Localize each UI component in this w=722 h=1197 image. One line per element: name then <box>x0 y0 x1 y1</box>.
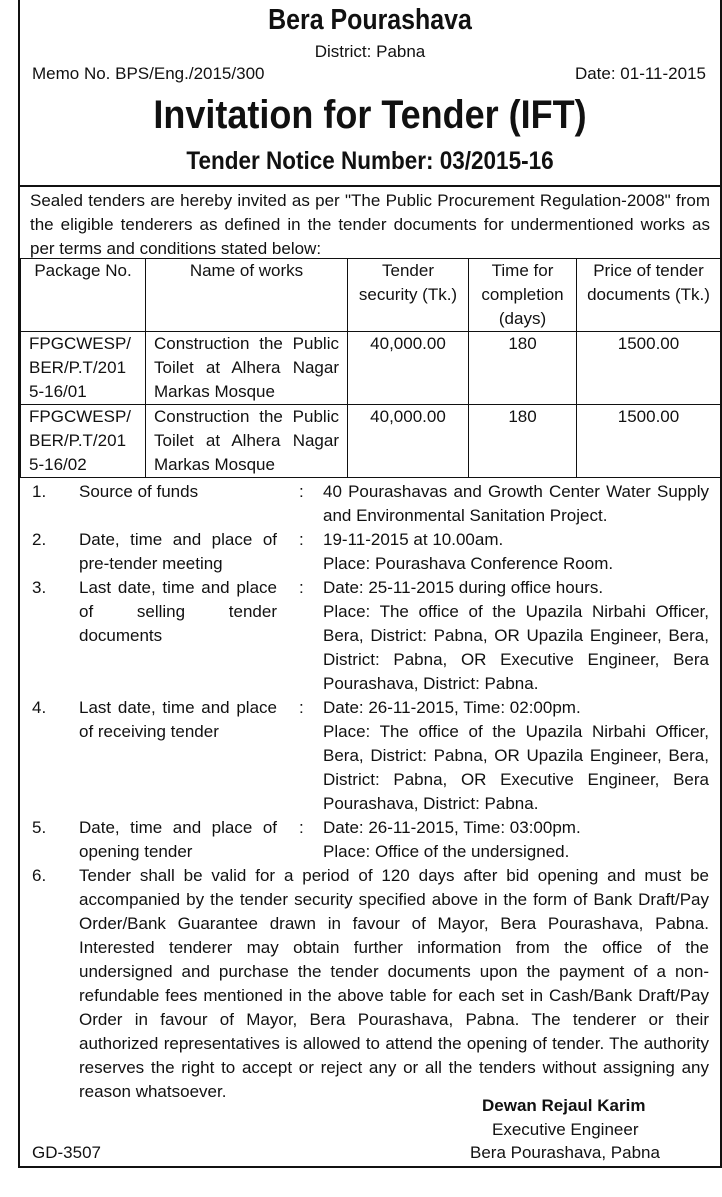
col-header-package: Package No. <box>21 259 146 332</box>
clause-1 <box>20 480 720 528</box>
clause-number: 6. <box>32 866 47 885</box>
clause-value: 19-11-2015 at 10.00am. <box>323 530 504 549</box>
clause-colon: : <box>299 482 304 501</box>
clause-label: Source of funds <box>79 482 199 501</box>
clause-place: Place: The office of the Upazila Nirbahi Officer, Bera, District: Pabna, OR Upazila Engineer, Bera, District: Pabna, OR Executive Engineer, Bera Pourashava, District: Pabna. <box>323 722 709 813</box>
work-cell <box>146 332 348 405</box>
security-cell: 40,000.00 <box>348 405 469 478</box>
district-line: District: Pabna <box>314 42 426 61</box>
clause-value: Date: 25-11-2015 during office hours. <box>323 578 604 597</box>
clause-colon: : <box>299 578 304 597</box>
days-cell: 180 <box>469 332 577 405</box>
clause-colon: : <box>299 530 304 549</box>
clause-2 <box>20 528 720 576</box>
security-cell: 40,000.00 <box>348 332 469 405</box>
clause-list <box>20 480 720 1104</box>
notice-frame <box>18 0 722 1168</box>
intro-paragraph: Sealed tenders are hereby invited as per "The Public Procurement Regulation-2008" from the eligible tenderers as defined in the tender documents for undermentioned works as per terms and conditions stated below: <box>20 185 720 261</box>
clause-value: 40 Pourashavas and Growth Center Water Supply and Environmental Sanitation Project. <box>323 482 709 525</box>
clause-label: Date, time and place of pre-tender meeting <box>79 530 277 573</box>
notice-date: Date: 01-11-2015 <box>574 64 706 83</box>
clause-colon: : <box>299 818 304 837</box>
clause-place: Place: Office of the undersigned. <box>323 842 570 861</box>
clause-3 <box>20 576 720 696</box>
clause-number: 3. <box>32 578 47 597</box>
clause-6 <box>20 864 720 1104</box>
signatory-title: Executive Engineer <box>492 1120 639 1139</box>
clause-5 <box>20 816 720 864</box>
col-header-days: Time for completion (days) <box>469 259 577 332</box>
clause-number: 2. <box>32 530 47 549</box>
tender-notice-number: Tender Notice Number: 03/2015-16 <box>186 147 554 175</box>
work-text-last: Markas Mosque <box>154 382 275 401</box>
work-text: Construction the Public Toilet at Alhera Nagar <box>154 334 339 377</box>
clause-label: Date, time and place of opening tender <box>79 818 277 861</box>
clause-number: 5. <box>32 818 47 837</box>
clause-number: 4. <box>32 698 47 717</box>
table-row <box>21 332 721 405</box>
clause-place: Place: The office of the Upazila Nirbahi Officer, Bera, District: Pabna, OR Upazila Engineer, Bera, District: Pabna, OR Executive Engineer, Bera Pourashava, District: Pabna. <box>323 602 709 693</box>
price-cell: 1500.00 <box>577 405 721 478</box>
clause-number: 1. <box>32 482 47 501</box>
table-row <box>21 405 721 478</box>
package-cell: FPGCWESP/ BER/P.T/201 5-16/02 <box>21 405 146 478</box>
work-text: Construction the Public Toilet at Alhera Nagar <box>154 407 339 450</box>
signatory-name: Dewan Rejaul Karim <box>482 1096 646 1115</box>
col-header-price: Price of tender documents (Tk.) <box>577 259 721 332</box>
memo-number: Memo No. BPS/Eng./2015/300 <box>32 64 265 83</box>
price-cell: 1500.00 <box>577 332 721 405</box>
package-cell: FPGCWESP/ BER/P.T/201 5-16/01 <box>21 332 146 405</box>
tender-table <box>20 258 721 478</box>
work-text-last: Markas Mosque <box>154 455 275 474</box>
clause-label: Last date, time and place of receiving tender <box>79 698 277 741</box>
days-cell: 180 <box>469 405 577 478</box>
clause-label: Last date, time and place of selling tender documents <box>79 578 277 645</box>
page-title: Invitation for Tender (IFT) <box>153 93 587 137</box>
signatory-org: Bera Pourashava, Pabna <box>470 1143 660 1162</box>
clause-value: Date: 26-11-2015, Time: 03:00pm. <box>323 818 581 837</box>
col-header-work: Name of works <box>146 259 348 332</box>
table-header-row <box>21 259 721 332</box>
clause-colon: : <box>299 698 304 717</box>
clause-4 <box>20 696 720 816</box>
work-cell <box>146 405 348 478</box>
gd-code: GD-3507 <box>32 1143 101 1162</box>
clause-value: Date: 26-11-2015, Time: 02:00pm. <box>323 698 581 717</box>
col-header-security: Tender security (Tk.) <box>348 259 469 332</box>
org-name: Bera Pourashava <box>268 4 472 36</box>
clause-text: Tender shall be valid for a period of 120 days after bid opening and must be accompanied by the tender security specified above in the form of Bank Draft/Pay Order/Bank Guarantee drawn in favour of Mayor, Bera Pourashava, Pabna. Interested tenderer may obtain further information from the office of the undersigned and purchase the tender documents upon the payment of a non-refundable fees mentioned in the above table for each set in Cash/Bank Draft/Pay Order in favour of Mayor, Bera Pourashava, Pabna. The tenderer or their authorized representatives is allowed to attend the opening of tender. The authority reserves the right to accept or reject any or all the tenders without assigning any reason whatsoever. <box>79 866 709 1101</box>
clause-place: Place: Pourashava Conference Room. <box>323 554 614 573</box>
